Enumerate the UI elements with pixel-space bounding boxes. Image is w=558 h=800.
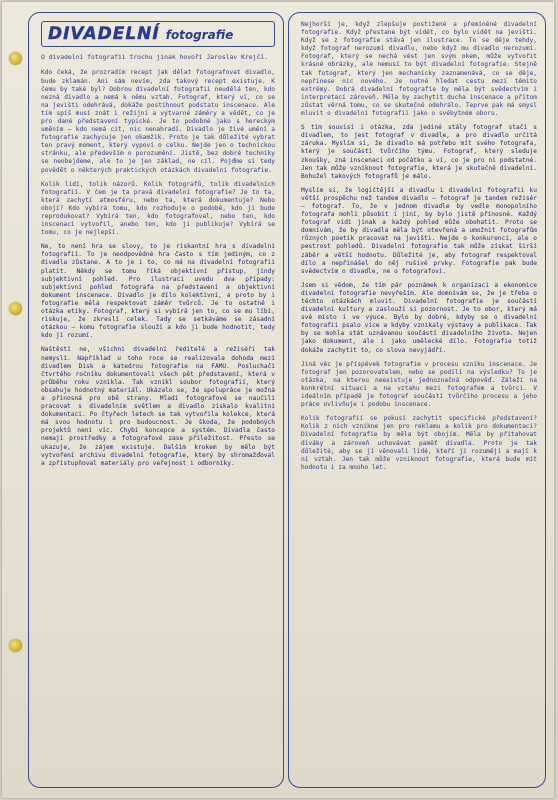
article-lead: O divadelní fotografii trochu jinak hovoří Jaroslav Krejčí. [41, 53, 269, 61]
article-title [41, 21, 275, 47]
paragraph: Myslím si, že logičtější a divadlu i divadelní fotografii ku větší prospěchu než tandem divadlo — fotograf je tandem režisér — fotograf. To, že v jednom divadle by vedle monopolního fotografa mohli působit i jiní, by bylo jistě přínosné. Každý fotograf vidí jinak a každý pohled může obohatit. Proto se domnívám, že by divadla měla být otevřená a umožnit fotografům různých poetik pracovat na jevišti. Nejde o konkurenci, ale o pestrost pohledů. Divadelní fotografie tak může získat širší záběr a větší hodnotu. Důležité je, aby fotograf respektoval dílo a nepřinášel do něj rušivé prvky. Fotografie pak bude svědectvím o divadle, ne o fotografovi. [301, 186, 537, 275]
paragraph: Jiná věc je příspěvek fotografie v procesu vzniku inscenace. Je fotograf jen pozorovatelem, nebo se podílí na výsledku? To je otázka, na kterou neexistuje jednoznačná odpověď. Záleží na konkrétní situaci a na vztahu mezi fotografem a tvůrci. V ideálním případě je fotograf součástí tvůrčího procesu a jeho práce ovlivňuje i podobu inscenace. [301, 360, 537, 409]
paragraph: Kolik lidí, tolik názorů. Kolik fotografů, tolik divadelních fotografií. V čem je ta pravá divadelní fotografie? Je to ta, která zachytí atmosféru, nebo ta, která dokumentuje? Nebo obojí? Kdo vybírá tomu, kdo rozhoduje o podobě, kdo ji bude reprodukovat? Vybírá ten, kdo fotografoval, nebo ten, kdo inscenaci vytvořil, anebo ten, kdo ji publikuje? Vybírá se tomu, co je nejlepší. [41, 180, 275, 237]
right-column [288, 12, 546, 788]
binder-hole-bottom [9, 639, 22, 652]
binder-hole-top [9, 52, 22, 65]
paragraph: Nejhorší je, když zlepšuje postižené a přemíněné divadelní fotografie. Když přestane být vidět, co bylo vidět na jevišti. Když se z fotografie stává jen ilustrace. To se děje tehdy, když fotograf nerozumí divadlu, nebo když mu divadlo nerozumí. Fotograf, který se nechá vést jen svým okem, může vytvořit krásné obrázky, ale nemusí to být divadelní fotografie. Stejně tak fotograf, který jen mechanicky zaznamenává, co se děje, nepřinese nic nového. Je nutné hledat cestu mezi těmito extrémy. Dobrá divadelní fotografie by měla být svědectvím i interpretací zároveň. Měla by zachytit ducha inscenace a přitom zůstat věrná tomu, co se skutečně odehrálo. Teprve pak má smysl mluvit o divadelní fotografii jako o svébytném oboru. [301, 21, 537, 118]
title-main: DIVADELNÍ [48, 24, 160, 44]
paragraph: S tím souvisí i otázka, zda jediné stály fotograf stačí s divadlem, to jest fotograf v divadle, a pro divadlo určitá záruka. Myslím si, že divadlo má potřebu mít svého fotografa, který je součástí tvůrčího týmu. Fotograf, který sleduje zkoušky, zná inscenaci od počátku a ví, co je pro ni podstatné. Jen tak může vzniknout fotografie, která je skutečně divadelní. Bohužel takových fotografů je málo. [301, 124, 537, 180]
paragraph: Jsem si vědom, že tím pár poznámek k organizaci a ekonomice divadelní fotografie nevyřeším. Ale domnívám se, že je třeba o těchto otázkách mluvit. Divadelní fotografie je součástí divadelní kultury a zaslouží si pozornost. Je to obor, který má své místo i ve výuce. Bylo by dobré, kdyby se o divadelní fotografii psalo více a kdyby vznikaly výstavy a publikace. Tak by se mohla stát uznávanou součástí divadelního života. Nejen jako dokument, ale i jako umělecké dílo. Fotografie totiž dokáže zachytit to, co slova nevyjádří. [301, 281, 537, 354]
paragraph: Kdo čeká, že prozradím recept jak dělat fotografovat divadlo, bude zklamán. Ani sám nevím, zda takový recept existuje. K čemu by také byl? Dobrou divadelní fotografii neudělá ten, kdo nezná divadlo a nemá k němu vztah. Fotograf, který ví, co se na jevišti odehrává, dokáže postihnout podstatu inscenace. Ale tím spíš musí znát i režijní a výtvarné záměry a vědět, co je pro dané představení typické. Je to podobné jako s hereckým uměním — kdo nemá cit, nic nenahradí. Divadlo je živé umění a fotografie zachycuje jen okamžik. Proto je tak důležité vybrat ten pravý moment, který vypoví o celku. Nejde jen o technickou stránku, ale především o porozumění. Jistě, bez dobré techniky se neobejdeme, ale to je jen základ, ne cíl. Pojďme si tedy povědět o některých praktických otázkách divadelní fotografie. [41, 69, 275, 174]
magazine-page [2, 2, 554, 798]
paragraph: Naštěstí ne, všichni divadelní ředitelé a režiséři tak nemyslí. Například u toho roce se realizovala dohoda mezi divadlem Disk a katedrou fotografie na FAMU. Posluchači čtvrtého ročníku dokumentovali všech pět představení, která v průběhu roku vznikla. Tak vznikl soubor fotografií, který obsahuje hodnotný materiál. Ukázalo se, že spolupráce je možná a přínosná pro obě strany. Mladí fotografové se naučili pracovat s divadelním světlem a divadlo získalo kvalitní dokumentaci. Po čtyřech letech se tak vytvořila kolekce, která má svou hodnotu i pro budoucnost. Je škoda, že podobných projektů není víc. Chybí koncepce a systém. Divadla často nemají prostředky a fotografové zase příležitost. Přesto se ukazuje, že zájem existuje. Dalším krokem by mělo být vytvoření archivu divadelní fotografie, který by shromažďoval a zpřístupňoval materiály pro veřejnost i odborníky. [41, 346, 275, 467]
paragraph: Ne, to není hra se slovy, to je riskantní hra s divadelní fotografií. To je neodpovědné hra často s tím jediným, co z divadla zůstane. A to je i to, co má na divadelní fotografii platit. Někdy se tomu říká objektivní přístup, jindy subjektivní pohled. Pro ilustraci uvedu dva případy: subjektivní pohled fotografa na představení a objektivní dokument inscenace. Divadlo je dílo kolektivní, a proto by i fotografie měla respektovat záměr tvůrců. Je to ostatně i otázka etiky. Fotograf, který si vybírá jen to, co se mu líbí, riskuje, že zkreslí celek. Tady se setkáváme se zásadní otázkou — komu fotografie slouží a kdo ji bude hodnotit, tedy kdo jí rozumí. [41, 243, 275, 340]
title-sub: fotografie [165, 28, 234, 42]
paragraph: Kolik fotografií se pokusí zachytit specifické představení? Kolik z nich vznikne jen pro reklamu a kolik pro dokumentaci? Divadelní fotografie by měla být obojím. Měla by přitahovat diváky a zároveň uchovávat paměť divadla. Proto je tak důležité, aby se jí věnovali lidé, kteří jí rozumějí a mají k ní vztah. Jen tak může vzniknout fotografie, která bude mít hodnotu i za mnoho let. [301, 415, 537, 471]
binder-hole-middle [9, 302, 22, 315]
left-column [28, 12, 284, 788]
